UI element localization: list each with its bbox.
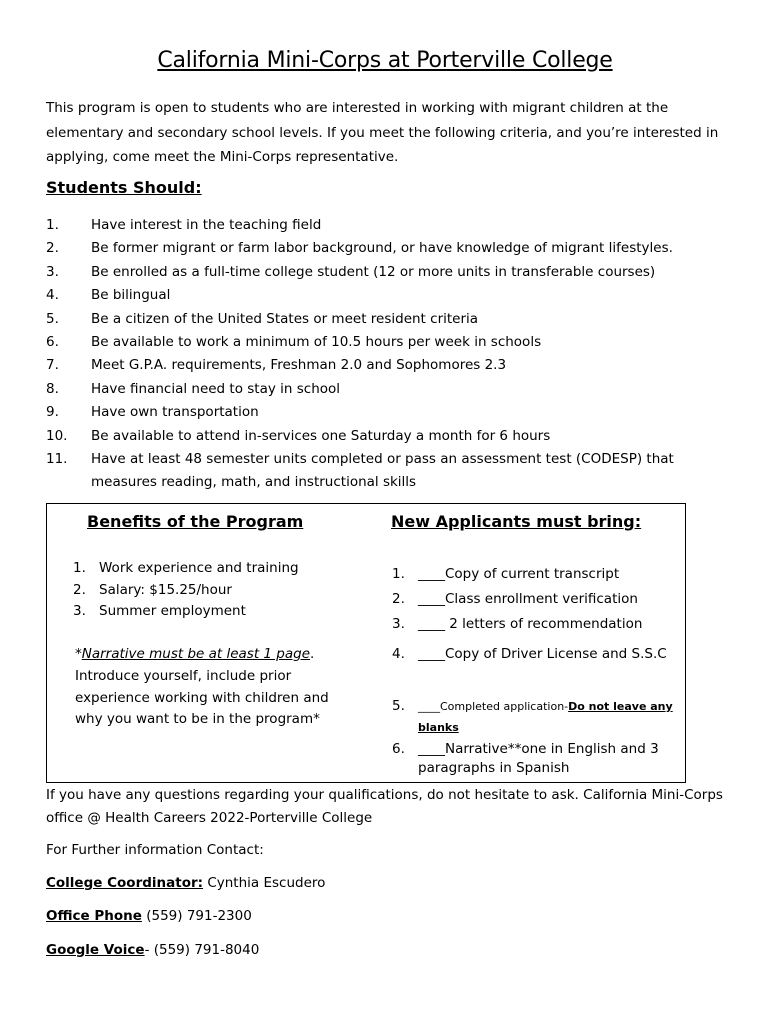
list-item bbox=[392, 564, 703, 585]
item-number: 4. bbox=[392, 646, 405, 662]
item-number: 7. bbox=[46, 357, 59, 374]
list-item bbox=[46, 308, 726, 331]
item-number: 1. bbox=[46, 217, 59, 233]
questions-paragraph: If you have any questions regarding your qualifications, do not hesitate to ask. California Mini-Corps office @ Health Careers 2022-Porterville College bbox=[46, 787, 723, 826]
list-item bbox=[46, 448, 726, 495]
item-text: Be former migrant or farm labor background, or have knowledge of migrant lifestyles. bbox=[91, 240, 673, 257]
google-voice-line bbox=[46, 942, 259, 958]
list-item bbox=[46, 237, 726, 260]
list-item bbox=[392, 614, 703, 635]
item-text: ____Copy of Driver License and S.S.C bbox=[418, 646, 667, 662]
office-phone-label: Office Phone bbox=[46, 908, 142, 924]
item-number: 1. bbox=[392, 566, 405, 582]
list-item bbox=[46, 425, 726, 448]
benefits-heading: Benefits of the Program bbox=[87, 512, 304, 531]
item-text: ____Copy of current transcript bbox=[418, 566, 620, 582]
item-text: Summer employment bbox=[99, 603, 246, 619]
item-text: ____Class enrollment verification bbox=[418, 591, 638, 607]
item-text: Be available to work a minimum of 10.5 hours per week in schools bbox=[91, 334, 542, 351]
list-item bbox=[73, 601, 363, 623]
intro-paragraph: This program is open to students who are interested in working with migrant children at the elementary and secondary school levels. If you meet the following criteria, and you’re interested in applying, come meet the Mini-Corps representative. bbox=[46, 100, 719, 165]
list-item bbox=[392, 740, 678, 778]
item-text: ____ 2 letters of recommendation bbox=[418, 616, 643, 632]
google-voice-number: - (559) 791-8040 bbox=[144, 942, 260, 958]
item-number: 2. bbox=[46, 240, 59, 257]
page-title: California Mini-Corps at Porterville College bbox=[157, 48, 613, 73]
item-number: 3. bbox=[46, 263, 59, 280]
item-text: ____Narrative**one in English and 3 paragraphs in Spanish bbox=[418, 741, 659, 776]
item-number: 2. bbox=[73, 581, 86, 598]
narrative-text: . Introduce yourself, include prior experience working with children and why you want to be in the program* bbox=[75, 646, 329, 728]
item-text: Meet G.P.A. requirements, Freshman 2.0 and Sophomores 2.3 bbox=[91, 357, 507, 374]
item-number: 1. bbox=[73, 560, 86, 576]
narrative-underlined: Narrative must be at least 1 page bbox=[81, 646, 311, 662]
list-item bbox=[392, 696, 703, 738]
item-number: 6. bbox=[46, 334, 59, 351]
criteria-heading: Students Should: bbox=[46, 178, 202, 197]
item-number: 5. bbox=[392, 698, 405, 714]
item-number: 11. bbox=[46, 451, 68, 468]
item-text: Have at least 48 semester units completed or pass an assessment test (CODESP) that measures reading, math, and instructional skills bbox=[91, 451, 674, 491]
item-number: 10. bbox=[46, 427, 68, 444]
item-number: 6. bbox=[392, 741, 405, 757]
item-text: Be available to attend in-services one Saturday a month for 6 hours bbox=[91, 427, 551, 444]
item-text: Have interest in the teaching field bbox=[91, 217, 322, 233]
coordinator-label: College Coordinator: bbox=[46, 875, 204, 891]
list-item bbox=[46, 331, 726, 354]
contact-heading: For Further information Contact: bbox=[46, 842, 264, 858]
list-item bbox=[46, 284, 726, 307]
item-text: Have own transportation bbox=[91, 404, 259, 421]
narrative-note bbox=[75, 644, 360, 731]
item-number: 5. bbox=[46, 310, 59, 327]
item-text: ____Completed application- bbox=[418, 700, 569, 713]
item-emphasis: Do not leave any blanks bbox=[418, 700, 673, 734]
item-number: 9. bbox=[46, 404, 59, 421]
item-text: Have financial need to stay in school bbox=[91, 380, 341, 397]
benefits-list bbox=[73, 558, 363, 623]
item-text: Be enrolled as a full-time college student (12 or more units in transferable courses) bbox=[91, 263, 656, 280]
item-number: 3. bbox=[73, 603, 86, 619]
item-number: 3. bbox=[392, 616, 405, 632]
google-voice-label: Google Voice bbox=[46, 942, 145, 958]
benefits-requirements-box bbox=[46, 503, 686, 783]
list-item bbox=[392, 589, 703, 610]
item-number: 8. bbox=[46, 380, 59, 397]
list-item bbox=[46, 378, 726, 401]
list-item bbox=[46, 261, 726, 284]
criteria-list bbox=[46, 214, 726, 495]
narrative-prefix: * bbox=[75, 646, 82, 662]
item-number: 4. bbox=[46, 287, 59, 304]
list-item bbox=[46, 401, 726, 424]
item-number: 2. bbox=[392, 591, 405, 607]
column-divider bbox=[376, 504, 377, 782]
applicants-heading: New Applicants must bring: bbox=[391, 512, 642, 531]
item-text: Be a citizen of the United States or meet resident criteria bbox=[91, 310, 479, 327]
item-text: Be bilingual bbox=[91, 287, 171, 304]
coordinator-line bbox=[46, 875, 325, 891]
list-item bbox=[73, 580, 363, 602]
item-text: Work experience and training bbox=[99, 560, 299, 576]
list-item bbox=[73, 558, 363, 580]
office-phone-number: (559) 791-2300 bbox=[141, 908, 252, 924]
item-text: Salary: $15.25/hour bbox=[99, 581, 232, 598]
list-item bbox=[392, 644, 668, 665]
office-phone-line bbox=[46, 908, 252, 924]
coordinator-name: Cynthia Escudero bbox=[203, 875, 326, 891]
list-item bbox=[46, 214, 726, 237]
list-item bbox=[46, 354, 726, 377]
